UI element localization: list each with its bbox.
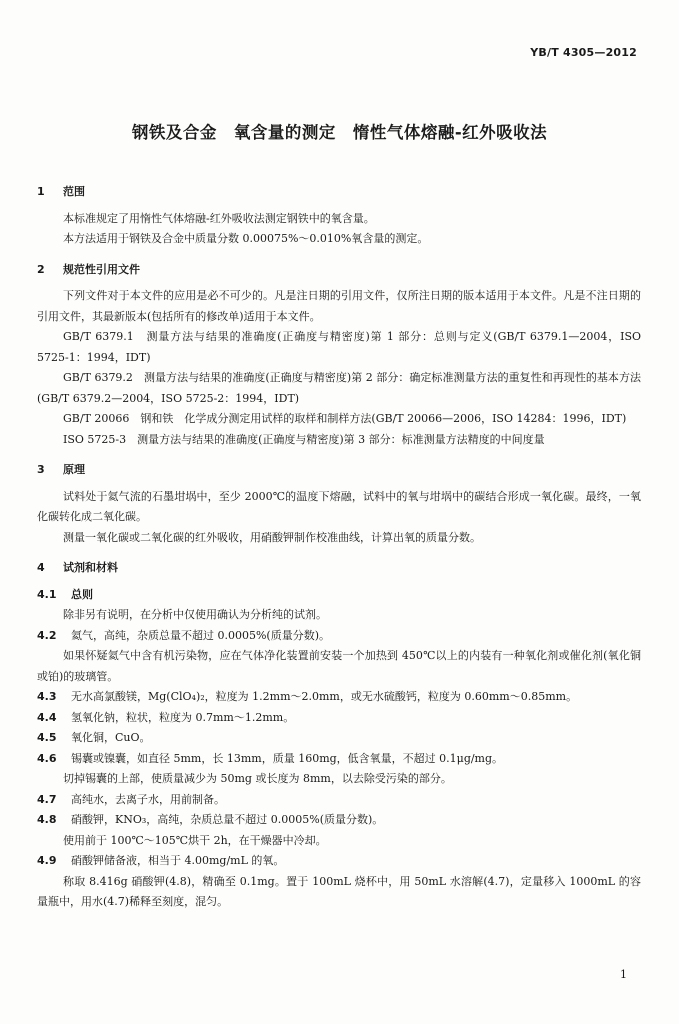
section-title: 原理 [63,463,85,476]
subclause-number: 4.5 [37,731,57,744]
subclause-text: 氧化铜，CuO。 [71,731,151,744]
subclause-number: 4.7 [37,792,57,806]
subclause-number: 4.2 [37,628,57,642]
subclause-number: 4.8 [37,813,57,826]
section-number: 4 [37,561,45,574]
subclause-text: 硝酸钾储备液，相当于 4.00mg/mL 的氧。 [71,854,285,867]
subclause-number: 4.4 [37,710,57,724]
paragraph: 本方法适用于钢铁及合金中质量分数 0.00075%～0.010%氧含量的测定。 [63,232,429,245]
subclause [37,728,641,749]
subclause-number: 4.1 [37,587,57,601]
subclause-number: 4.9 [37,854,57,867]
subclause-text: 硝酸钾，KNO₃，高纯，杂质总量不超过 0.0005%(质量分数)。 [71,813,384,826]
subclause-title: 总则 [71,587,93,601]
standard-code: YB/T 4305—2012 [530,46,637,59]
paragraph: 如果怀疑氦气中含有机污染物，应在气体净化装置前安装一个加热到 450℃以上的内装有一种氧化剂或催化剂(氧化铜或铂)的玻璃管。 [37,649,641,683]
section-heading [37,558,641,579]
subclause [37,810,641,831]
paragraph: 称取 8.416g 硝酸钾(4.8)，精确至 0.1mg。置于 100mL 烧杯中，用 50mL 水溶解(4.7)，定量移入 1000mL 的容量瓶中，用水(4.7)稀释至刻度，混匀。 [37,874,641,908]
subclause-text: 氦气，高纯，杂质总量不超过 0.0005%(质量分数)。 [71,628,331,642]
subclause [37,749,641,770]
subclause-text: 锡囊或镍囊，如直径 5mm，长 13mm，质量 160mg，低含氧量，不超过 0.1μg/mg。 [71,751,504,765]
paragraph: 下列文件对于本文件的应用是必不可少的。凡是注日期的引用文件，仅所注日期的版本适用于本文件。凡是不注日期的引用文件，其最新版本(包括所有的修改单)适用于本文件。 [37,289,641,323]
subclause [37,708,641,729]
section-title: 试剂和材料 [63,561,118,574]
section-heading [37,260,641,281]
section-number: 2 [37,262,45,276]
subclause [37,851,641,872]
subclause-text: 氢氧化钠，粒状，粒度为 0.7mm～1.2mm。 [71,710,295,724]
subclause [37,585,641,606]
document-title: 钢铁及合金 氧含量的测定 惰性气体熔融-红外吸收法 [131,123,548,142]
paragraph: 切掉锡囊的上部，使质量减少为 50mg 或长度为 8mm，以去除受污染的部分。 [63,772,452,785]
subclause-number: 4.3 [37,690,57,703]
paragraph: 使用前于 100℃～105℃烘干 2h，在干燥器中冷却。 [63,833,327,847]
document-body [37,182,641,913]
reference-entry: ISO 5725-3 测量方法与结果的准确度(正确度与精密度)第 3 部分：标准测量方法精度的中间度量 [63,432,545,446]
subclause [37,626,641,647]
subclause-number: 4.6 [37,751,57,765]
subclause [37,790,641,811]
paragraph: 除非另有说明，在分析中仅使用确认为分析纯的试剂。 [63,608,327,621]
subclause [37,687,641,708]
reference-entry: GB/T 20066 钢和铁 化学成分测定用试样的取样和制样方法(GB/T 20066—2006，ISO 14284：1996，IDT) [63,412,627,425]
section-title: 范围 [63,185,85,198]
reference-entry: GB/T 6379.1 测量方法与结果的准确度(正确度与精密度)第 1 部分：总则与定义(GB/T 6379.1—2004，ISO 5725-1：1994，IDT) [37,330,641,364]
reference-entry: GB/T 6379.2 测量方法与结果的准确度(正确度与精密度)第 2 部分：确定标准测量方法的重复性和再现性的基本方法(GB/T 6379.2—2004，ISO 5725-2：1994，IDT) [37,371,641,405]
subclause-text: 无水高氯酸镁，Mg(ClO₄)₂，粒度为 1.2mm～2.0mm，或无水硫酸钙，粒度为 0.60mm～0.85mm。 [71,690,578,703]
section-title: 规范性引用文件 [63,262,140,276]
section-number: 1 [37,185,45,198]
paragraph: 试料处于氦气流的石墨坩埚中，至少 2000℃的温度下熔融，试料中的氧与坩埚中的碳结合形成一氧化碳。最终，一氧化碳转化成二氧化碳。 [37,489,641,523]
section-number: 3 [37,463,45,476]
subclause-text: 高纯水，去离子水，用前制备。 [71,792,225,806]
section-heading [37,182,641,203]
section-heading [37,460,641,481]
paragraph: 测量一氧化碳或二氧化碳的红外吸收，用硝酸钾制作校准曲线，计算出氧的质量分数。 [63,530,481,544]
page-number: 1 [620,968,627,981]
paragraph: 本标准规定了用惰性气体熔融-红外吸收法测定钢铁中的氧含量。 [63,211,375,225]
